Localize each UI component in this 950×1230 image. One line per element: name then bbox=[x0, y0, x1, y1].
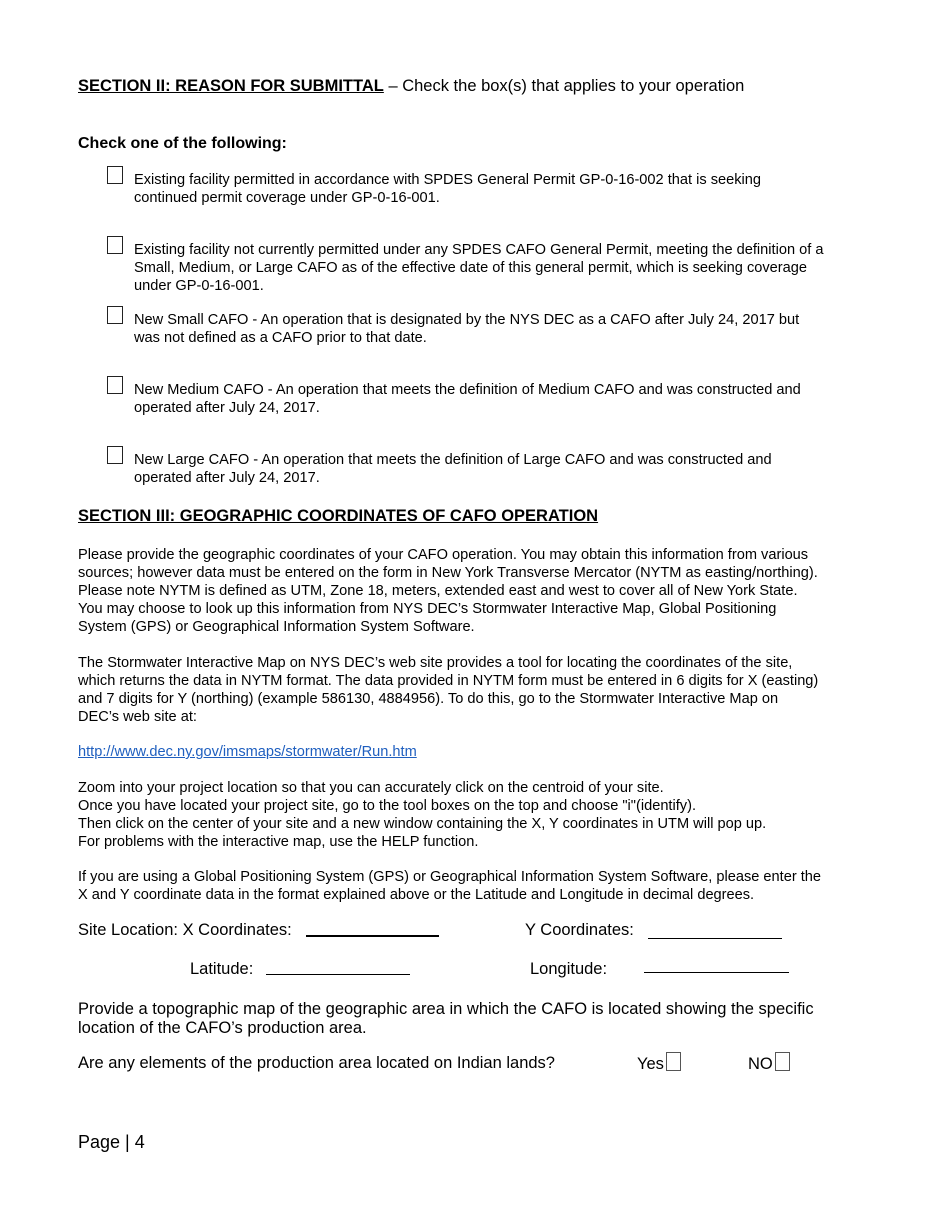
coordinates-intro-paragraph: Please provide the geographic coordinates of your CAFO operation. You may obtain this information from various sources; however data must be entered on the form in New York Transverse Mercator (NYTM as easting/northing). Please note NYTM is defined as UTM, Zone 18, meters, extended east and west to cover all of New York State. You may choose to look up this information from NYS DEC’s Stormwater Interactive Map, Global Positioning System (GPS) or Geographical Information System Software. bbox=[78, 547, 818, 635]
section-3-heading bbox=[78, 507, 598, 526]
y-coordinates-field[interactable] bbox=[648, 938, 782, 939]
gps-paragraph: If you are using a Global Positioning System (GPS) or Geographical Information System Software, please enter the X and Y coordinate data in the format explained above or the Latitude and Longitude in decimal degrees. bbox=[78, 869, 822, 903]
section-2-title: SECTION II: REASON FOR SUBMITTAL bbox=[78, 77, 384, 95]
latitude-label: Latitude: bbox=[190, 960, 254, 978]
option-new-medium-cafo-checkbox[interactable] bbox=[107, 376, 123, 394]
interactive-map-paragraph: The Stormwater Interactive Map on NYS DEC’s web site provides a tool for locating the coordinates of the site, which returns the data in NYTM format. The data provided in NYTM form must be entered in 6 digits for X (easting) and 7 digits for Y (northing) (example 586130, 4884956). To do this, go to the Stormwater Interactive Map on DEC’s web site at: bbox=[78, 655, 819, 725]
longitude-label: Longitude: bbox=[530, 960, 608, 978]
yes-label: Yes bbox=[637, 1055, 664, 1073]
longitude-field[interactable] bbox=[644, 972, 789, 973]
option-existing-permitted-text: Existing facility permitted in accordance with SPDES General Permit GP-0-16-002 that is seeking continued permit coverage under GP-0-16-001. bbox=[134, 172, 761, 206]
option-existing-permitted-checkbox[interactable] bbox=[107, 166, 123, 184]
yes-checkbox[interactable] bbox=[666, 1052, 681, 1071]
stormwater-map-link-wrap bbox=[78, 743, 878, 761]
check-one-heading: Check one of the following: bbox=[78, 135, 287, 152]
option-new-large-cafo-checkbox[interactable] bbox=[107, 446, 123, 464]
no-label: NO bbox=[748, 1055, 773, 1073]
option-new-medium-cafo-text: New Medium CAFO - An operation that meets the definition of Medium CAFO and was constructed and operated after July 24, 2017. bbox=[134, 382, 801, 416]
section-3-title: SECTION III: GEOGRAPHIC COORDINATES OF CAFO OPERATION bbox=[78, 507, 599, 525]
yes-option bbox=[637, 1052, 681, 1074]
no-checkbox[interactable] bbox=[775, 1052, 790, 1071]
latitude-field[interactable] bbox=[266, 974, 410, 975]
section-2-heading bbox=[78, 77, 744, 96]
option-new-large-cafo-text: New Large CAFO - An operation that meets the definition of Large CAFO and was constructed and operated after July 24, 2017. bbox=[134, 452, 772, 486]
option-new-small-cafo-checkbox[interactable] bbox=[107, 306, 123, 324]
option-existing-not-permitted-text: Existing facility not currently permitted under any SPDES CAFO General Permit, meeting the definition of a Small, Medium, or Large CAFO as of the effective date of this general permit, which is seeking coverage under GP-0-16-001. bbox=[134, 242, 824, 294]
topographic-map-paragraph: Provide a topographic map of the geographic area in which the CAFO is located showing the specific location of the CAFO’s production area. bbox=[78, 1000, 814, 1037]
no-option bbox=[748, 1052, 790, 1074]
instructions-paragraph: Zoom into your project location so that you can accurately click on the centroid of your site. Once you have located your project site, go to the tool boxes on the top and choose "i"(identify). Then click on the center of your site and a new window containing the X, Y coordinates in UTM will pop up. For problems with the interactive map, use the HELP function. bbox=[78, 780, 767, 850]
page-number: Page | 4 bbox=[78, 1132, 145, 1152]
y-coordinates-label: Y Coordinates: bbox=[525, 921, 634, 939]
option-new-small-cafo-text: New Small CAFO - An operation that is designated by the NYS DEC as a CAFO after July 24, 2017 but was not defined as a CAFO prior to that date. bbox=[134, 312, 800, 346]
indian-lands-question: Are any elements of the production area located on Indian lands? bbox=[78, 1054, 555, 1072]
x-coordinates-field[interactable] bbox=[306, 935, 439, 937]
section-2-subtitle: – Check the box(s) that applies to your operation bbox=[383, 77, 745, 95]
x-coordinates-label: Site Location: X Coordinates: bbox=[78, 921, 292, 939]
stormwater-map-link[interactable]: http://www.dec.ny.gov/imsmaps/stormwater/Run.htm bbox=[78, 744, 417, 760]
option-existing-not-permitted-checkbox[interactable] bbox=[107, 236, 123, 254]
